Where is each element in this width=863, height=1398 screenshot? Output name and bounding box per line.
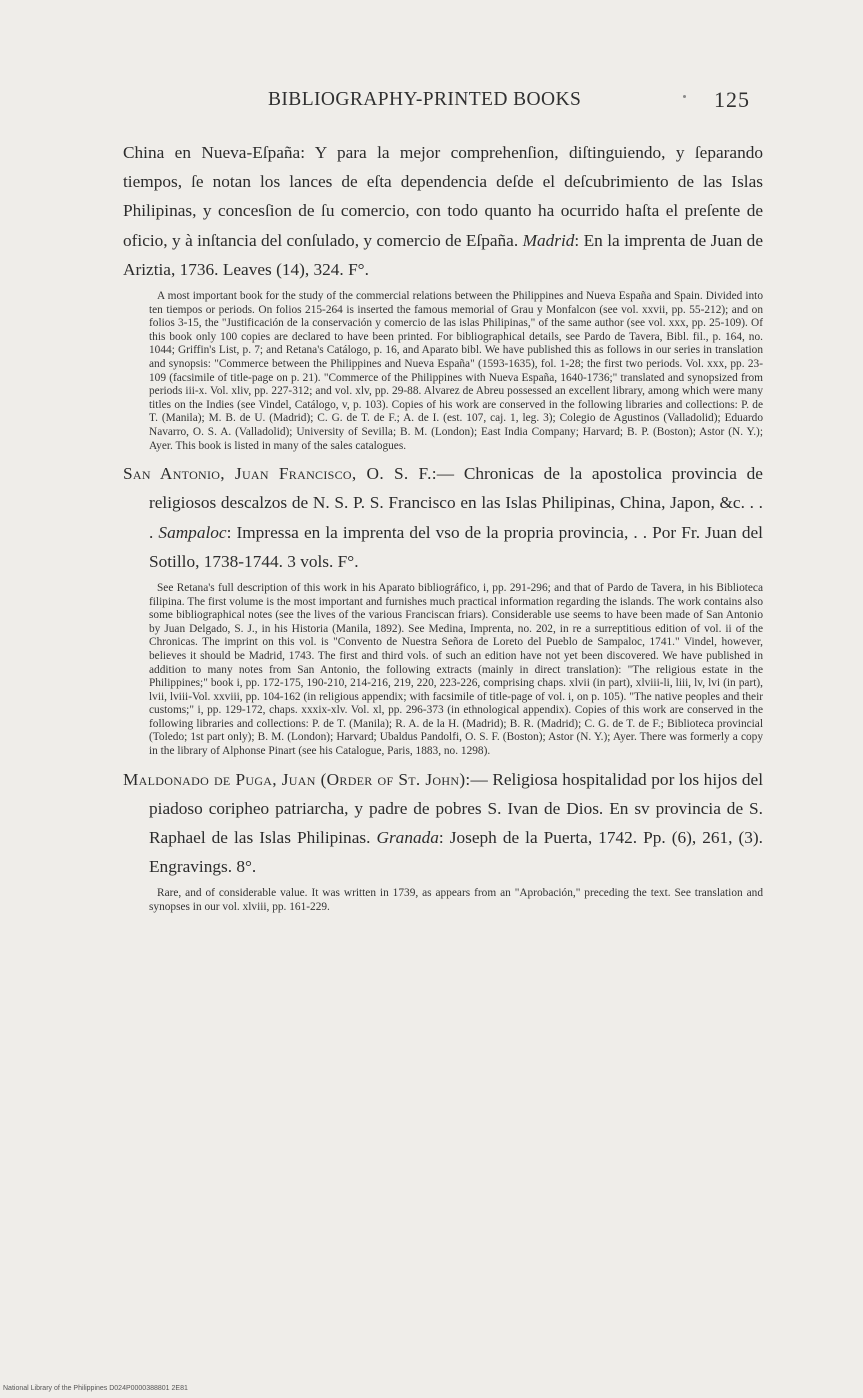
entry2-imprint: : Impressa en la imprenta del vso de la propria provincia, . . Por Fr. Juan del Sotillo, 1738-1744. 3 vols. F°. (149, 522, 763, 571)
entry1-text: China en Nueva-Eſpaña: Y para la mejor comprehenſion, diſtinguiendo, y ſeparando tiempos, ſe notan los lances de eſta dependencia deſde el deſcubrimiento de las Islas Philipinas, y concesſion de ſu comercio, con todo quanto ha ocurrido haſta el preſente de oficio, y à inſtancia del conſulado, y comercio de Eſpaña. (123, 143, 763, 250)
entry2-note-text: See Retana's full description of this work in his Aparato bibliográfico, i, pp. 291-296; and that of Pardo de Tavera, in his Biblioteca filipina. The first volume is the most important and furnishes much practical information regarding the islands. The work contains also some bibliographical notes (see the lives of the various Franciscan friars). Considerable use seems to have been made of San Antonio by Juan Delgado, S. J., in his Historia (Manila, 1892). See Medina, Imprenta, no. 202, in re a surreptitious edition of vol. ii of the Chronicas. The imprint on this vol. is "Convento de Nuestra Señora de Loreto del Pueblo de Sampaloc, 1741." Vindel, however, believes it should be Madrid, 1743. The first and third vols. of such an edition have not yet been discovered. We have published in addition to many notes from San Antonio, the following extracts (mainly in direct translation): "The religious estate in the Philippines;" book i, pp. 172-175, 190-210, 214-216, 219, 220, 223-226, comprising chaps. xlvii (in part), xlviii-li, liii, lv, lvi (in part), lvii, lviii-Vol. xxviii, pp. 104-162 (in religious appendix; with facsimile of title-page of vol. i, on p. 105). "The native peoples and their customs;" i, pp. 129-172, chaps. xxxix-xlv. Vol. xl, pp. 296-373 (in ethnological appendix). Copies of this work are conserved in the following libraries and collections: P. de T. (Manila); R. A. de la H. (Madrid); B. R. (Madrid); C. G. de T. de F.; Biblioteca provincial (Toledo; 1st part only); B. M. (London); Harvard; Ubaldus Pandolfi, O. S. F. (Boston); Astor (N. Y.); Ayer. There was formerly a copy in the library of Alphonse Pinart (see his Catalogue, Paris, 1883, no. 1298). (149, 581, 763, 758)
entry3-note (149, 887, 763, 914)
entry3-author: Maldonado de Puga, Juan (Order of St. John): (123, 769, 471, 789)
entry-san-antonio (123, 459, 763, 576)
page-header (0, 85, 863, 125)
entry1-note (149, 290, 763, 453)
entry3-place: Granada (376, 828, 439, 848)
entry-maldonado (123, 765, 763, 882)
entry2-note (149, 582, 763, 759)
entry1-imprint: : En la imprenta de Juan de Ariztia, 1736. Leaves (14), 324. F°. (123, 230, 763, 279)
page-body (123, 138, 763, 921)
entry2-author: San Antonio, Juan Francisco, O. S. F.: (123, 464, 437, 484)
page-number: 125 (714, 87, 750, 112)
entry1-note-text: A most important book for the study of the commercial relations between the Philippines and Nueva España and Spain. Divided into ten tiempos or periods. On folios 215-264 is inserted the famous memorial of Grau y Monfalcon (see vol. xxvii, pp. 55-212); and on folios 3-15, the "Justificación de la conservación y comercio de las islas Philipinas," of the same author (see vol. xxx, pp. 25-109). Of this book only 100 copies are declared to have been printed. For bibliographical details, see Pardo de Tavera, Bibl. fil., p. 164, no. 1044; Griffin's List, p. 7; and Retana's Catálogo, p. 16, and Aparato bibl. We have published this as follows in our series in translation and synopsis: "Commerce between the Philippines and Nueva España" (1593-1635), fol. 1-28; the first two periods. Vol. xxx, pp. 23-109 (facsimile of title-page on p. 21). "Commerce of the Philippines with Nueva España, 1640-1736;" translated and synopsized from periods iii-x. Vol. xliv, pp. 227-312; and vol. xlv, pp. 29-88. Alvarez de Abreu possessed an excellent library, among which were many titles on the Indies (see Vindel, Catálogo, v, p. 103). Copies of his work are conserved in the following libraries and collections: P. de T. (Manila); M. B. de U. (Madrid); C. G. de T. de F.; A. de I. (est. 107, caj. 1, leg. 3); Colegio de Agustinos (Valladolid); Eduardo Navarro, O. S. A. (Valladolid); University of Sevilla; B. M. (London); East India Company; Harvard; B. P. (Boston); Astor (N. Y.); Ayer. This book is listed in many of the sales catalogues. (149, 290, 763, 452)
running-head: BIBLIOGRAPHY-PRINTED BOOKS (268, 89, 582, 110)
entry3-note-text: Rare, and of considerable value. It was written in 1739, as appears from an "Aprobación," preceding the text. See translation and synopses in our vol. xlviii, pp. 161-229. (149, 887, 763, 914)
entry3-imprint: : Joseph de la Puerta, 1742. Pp. (6), 261, (3). Engravings. 8°. (149, 828, 763, 877)
scan-footer: National Library of the Philippines D024P0000388801 2E81 (3, 1385, 188, 1392)
entry3-text: — Religiosa hospitalidad por los hijos del piadoso coripheo patriarcha, y padre de pobres S. Ivan de Dios. En sv provincia de S. Raphael de las Islas Philipinas. (149, 769, 763, 848)
entry2-text: — Chronicas de la apostolica provincia de religiosos descalzos de N. S. P. S. Francisco en las Islas Philipinas, China, Japon, &c. . . . (149, 464, 763, 542)
entry1-place: Madrid (522, 230, 575, 250)
entry2-place: Sampaloc (158, 522, 227, 542)
header-dot (683, 95, 686, 98)
entry-title-continued (123, 138, 763, 284)
